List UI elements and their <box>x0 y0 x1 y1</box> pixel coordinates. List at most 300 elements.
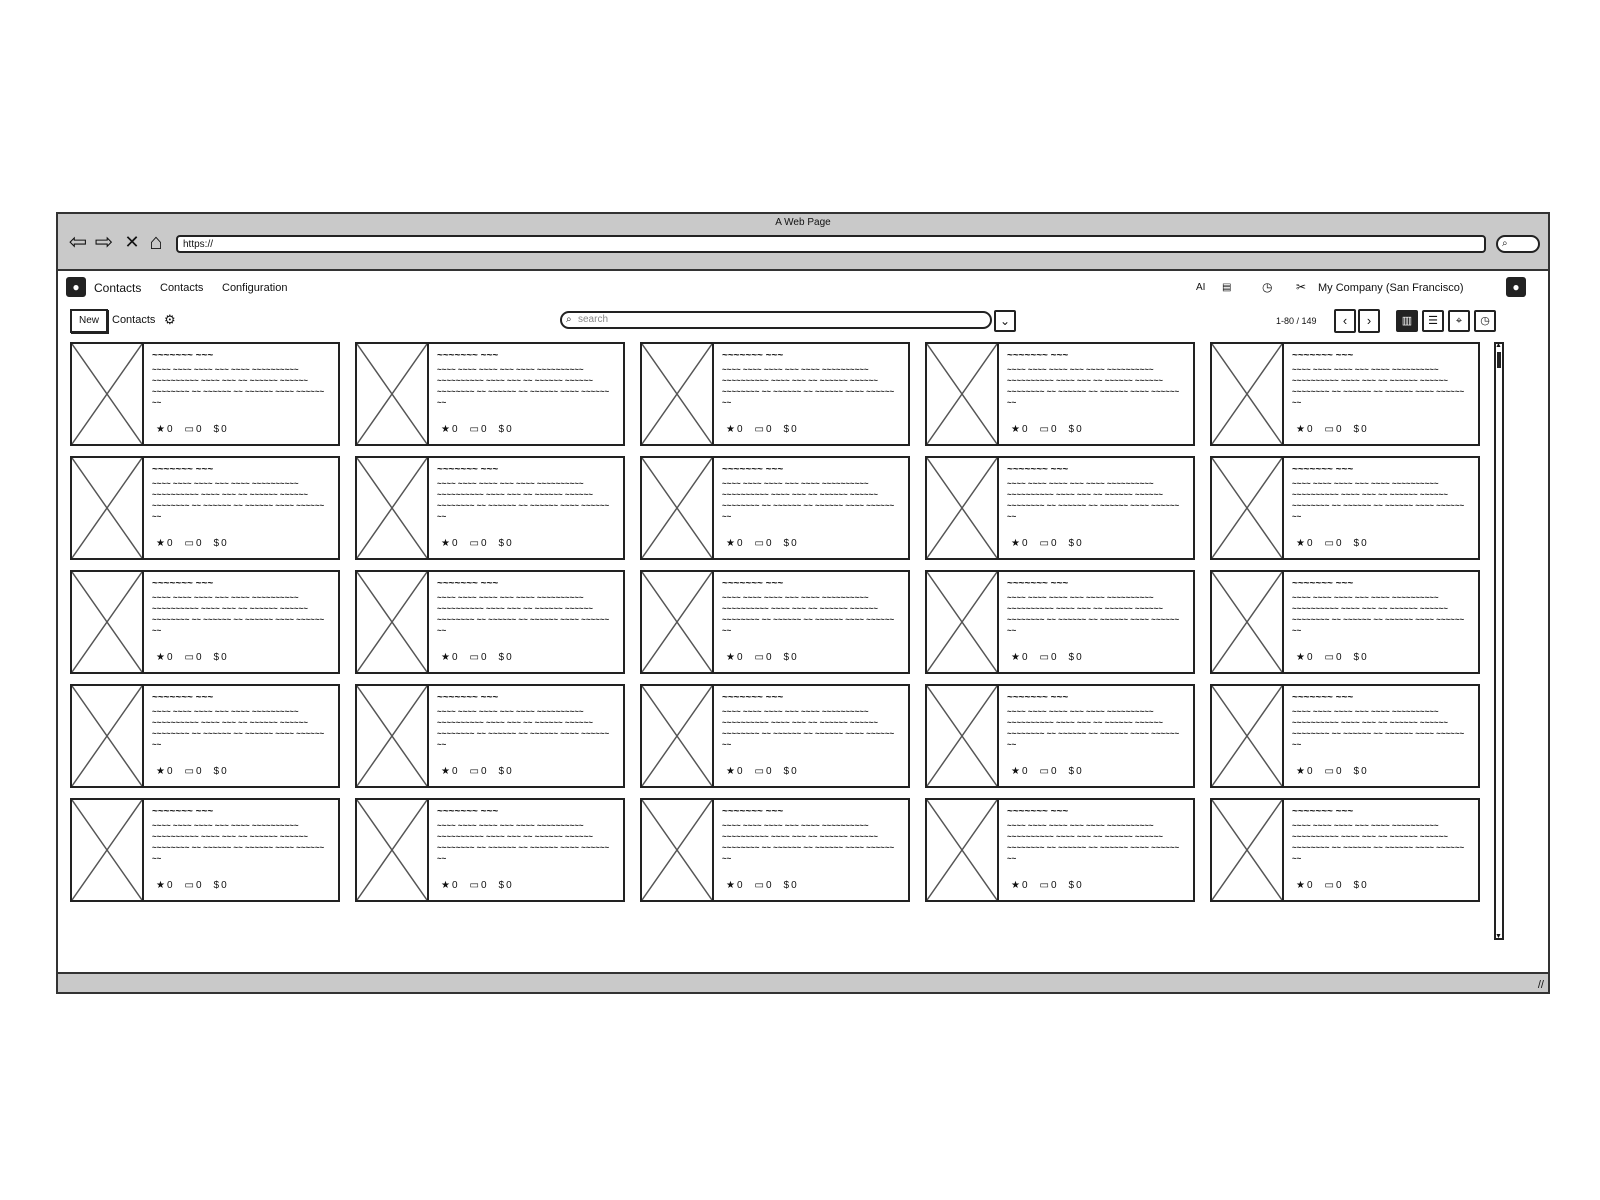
amount-stat[interactable] <box>1354 880 1367 891</box>
amount-stat[interactable] <box>784 652 797 663</box>
invoice-stat[interactable] <box>1040 538 1057 549</box>
amount-value: 0 <box>791 880 797 891</box>
contact-card[interactable] <box>70 456 340 560</box>
resize-grip-icon[interactable]: // <box>1537 979 1544 991</box>
amount-stat[interactable] <box>214 538 227 549</box>
card-icon: ▭ <box>184 766 194 777</box>
star-icon: ★ <box>156 424 165 435</box>
star-icon: ★ <box>441 652 450 663</box>
ai-button[interactable]: AI <box>1196 282 1206 293</box>
star-icon: ★ <box>441 424 450 435</box>
star-icon: ★ <box>1296 538 1305 549</box>
rating-stat[interactable] <box>441 538 458 549</box>
rating-stat[interactable] <box>1011 652 1028 663</box>
rating-stat[interactable] <box>1011 538 1028 549</box>
card-description: ~~~~ ~~~~ ~~~~ ~~~ ~~~~ ~~~~~~~~~~ ~~~~~~~~~~ ~~~~ ~~~ ~~ ~~~~~~ ~~~~~~ ~~~~~~~~ ~~ ~~~~~~ ~~ ~~~~~~ ~~~~ ~~~~~~ ~~ <box>1007 707 1180 749</box>
avatar-placeholder <box>642 686 714 786</box>
amount-value: 0 <box>221 424 227 435</box>
browser-titlebar <box>58 214 1548 271</box>
avatar-placeholder <box>357 800 429 900</box>
amount-value: 0 <box>791 538 797 549</box>
rating-value: 0 <box>1306 880 1313 891</box>
invoice-stat[interactable] <box>185 652 202 663</box>
amount-value: 0 <box>221 766 227 777</box>
card-title: ~~~~~~~ ~~~ <box>437 692 499 703</box>
star-icon: ★ <box>1011 880 1020 891</box>
invoice-value: 0 <box>480 538 487 549</box>
amount-stat[interactable] <box>214 652 227 663</box>
avatar-placeholder <box>1212 572 1284 672</box>
card-stats <box>1011 424 1082 435</box>
rating-stat[interactable] <box>726 652 743 663</box>
invoice-value: 0 <box>1050 880 1057 891</box>
card-description: ~~~~ ~~~~ ~~~~ ~~~ ~~~~ ~~~~~~~~~~ ~~~~~~~~~~ ~~~~ ~~~ ~~ ~~~~~~ ~~~~~~ ~~~~~~~~ ~~ ~~~~~~ ~~ ~~~~~~ ~~~~ ~~~~~~ ~~ <box>1292 479 1465 521</box>
card-stats <box>156 424 227 435</box>
contact-card[interactable] <box>925 684 1195 788</box>
invoice-value: 0 <box>480 880 487 891</box>
dollar-icon: $ <box>213 766 220 777</box>
card-title: ~~~~~~~ ~~~ <box>437 578 499 589</box>
star-icon: ★ <box>726 652 735 663</box>
star-icon: ★ <box>1296 424 1305 435</box>
contact-card[interactable] <box>925 798 1195 902</box>
rating-value: 0 <box>166 424 173 435</box>
card-description: ~~~~ ~~~~ ~~~~ ~~~ ~~~~ ~~~~~~~~~~ ~~~~~~~~~~ ~~~~ ~~~ ~~ ~~~~~~ ~~~~~~ ~~~~~~~~ ~~ ~~~~~~ ~~ ~~~~~~ ~~~~ ~~~~~~ ~~ <box>152 593 325 635</box>
rating-stat[interactable] <box>1296 766 1313 777</box>
rating-stat[interactable] <box>1011 880 1028 891</box>
star-icon: ★ <box>441 880 450 891</box>
amount-stat[interactable] <box>1069 880 1082 891</box>
card-description: ~~~~ ~~~~ ~~~~ ~~~ ~~~~ ~~~~~~~~~~ ~~~~~~~~~~ ~~~~ ~~~ ~~ ~~~~~~ ~~~~~~ ~~~~~~~~ ~~ ~~~~~~ ~~ ~~~~~~ ~~~~ ~~~~~~ ~~ <box>437 821 610 863</box>
card-icon: ▭ <box>754 766 764 777</box>
card-icon: ▭ <box>1324 652 1334 663</box>
rating-value: 0 <box>1306 538 1313 549</box>
card-stats <box>156 538 227 549</box>
card-stats <box>726 424 797 435</box>
rating-value: 0 <box>166 652 173 663</box>
invoice-stat[interactable] <box>1325 766 1342 777</box>
invoice-stat[interactable] <box>755 424 772 435</box>
star-icon: ★ <box>156 652 165 663</box>
amount-stat[interactable] <box>499 766 512 777</box>
invoice-stat[interactable] <box>1325 424 1342 435</box>
contact-card[interactable] <box>355 456 625 560</box>
gear-icon[interactable]: ⚙ <box>164 312 176 327</box>
invoice-stat[interactable] <box>755 880 772 891</box>
card-stats <box>1011 538 1082 549</box>
star-icon: ★ <box>1296 880 1305 891</box>
invoice-value: 0 <box>765 424 772 435</box>
kanban-grid <box>70 342 1490 904</box>
invoice-value: 0 <box>195 652 202 663</box>
invoice-value: 0 <box>765 880 772 891</box>
card-stats <box>726 766 797 777</box>
card-title: ~~~~~~~ ~~~ <box>1007 350 1069 361</box>
back-icon[interactable]: ⇦ <box>68 229 88 254</box>
amount-stat[interactable] <box>214 880 227 891</box>
company-switcher[interactable]: My Company (San Francisco) <box>1318 282 1464 294</box>
dollar-icon: $ <box>498 424 505 435</box>
rating-stat[interactable] <box>726 424 743 435</box>
browser-statusbar <box>58 972 1548 992</box>
contact-card[interactable] <box>1210 798 1480 902</box>
invoice-value: 0 <box>195 766 202 777</box>
rating-value: 0 <box>1021 538 1028 549</box>
view-list-button[interactable]: ☰ <box>1422 310 1444 332</box>
avatar-placeholder <box>1212 344 1284 444</box>
invoice-value: 0 <box>480 652 487 663</box>
search-input[interactable] <box>560 311 992 329</box>
dollar-icon: $ <box>1068 538 1075 549</box>
card-title: ~~~~~~~ ~~~ <box>152 692 214 703</box>
dollar-icon: $ <box>213 538 220 549</box>
rating-stat[interactable] <box>156 880 173 891</box>
amount-stat[interactable] <box>1354 652 1367 663</box>
card-title: ~~~~~~~ ~~~ <box>437 350 499 361</box>
avatar-placeholder <box>1212 458 1284 558</box>
card-description: ~~~~ ~~~~ ~~~~ ~~~ ~~~~ ~~~~~~~~~~ ~~~~~~~~~~ ~~~~ ~~~ ~~ ~~~~~~ ~~~~~~ ~~~~~~~~ ~~ ~~~~~~ ~~ ~~~~~~ ~~~~ ~~~~~~ ~~ <box>1292 707 1465 749</box>
amount-stat[interactable] <box>784 766 797 777</box>
rating-stat[interactable] <box>1296 880 1313 891</box>
user-avatar[interactable]: ● <box>1506 277 1526 297</box>
amount-value: 0 <box>1361 880 1367 891</box>
rating-value: 0 <box>736 766 743 777</box>
amount-stat[interactable] <box>499 652 512 663</box>
star-icon: ★ <box>726 538 735 549</box>
rating-stat[interactable] <box>1011 766 1028 777</box>
home-icon[interactable]: ⌂ <box>149 229 163 254</box>
avatar-placeholder <box>357 344 429 444</box>
chevron-down-icon[interactable]: ⌄ <box>994 310 1016 332</box>
rating-value: 0 <box>736 880 743 891</box>
contact-card[interactable] <box>925 456 1195 560</box>
card-title: ~~~~~~~ ~~~ <box>1007 806 1069 817</box>
amount-value: 0 <box>1361 424 1367 435</box>
scrollbar[interactable] <box>1494 342 1504 940</box>
star-icon: ★ <box>726 880 735 891</box>
amount-stat[interactable] <box>499 880 512 891</box>
stop-icon[interactable]: ✕ <box>124 232 140 252</box>
contact-card[interactable] <box>640 342 910 446</box>
invoice-value: 0 <box>1335 766 1342 777</box>
invoice-stat[interactable] <box>185 424 202 435</box>
amount-stat[interactable] <box>1069 652 1082 663</box>
view-kanban-button[interactable]: ▥ <box>1396 310 1418 332</box>
invoice-stat[interactable] <box>1325 880 1342 891</box>
rating-value: 0 <box>451 538 458 549</box>
invoice-stat[interactable] <box>470 538 487 549</box>
avatar-placeholder <box>72 458 144 558</box>
app-logo-icon[interactable]: ● <box>66 277 86 297</box>
amount-value: 0 <box>791 766 797 777</box>
invoice-stat[interactable] <box>185 880 202 891</box>
card-icon: ▭ <box>469 880 479 891</box>
rating-stat[interactable] <box>441 424 458 435</box>
avatar-placeholder <box>642 572 714 672</box>
star-icon: ★ <box>1011 652 1020 663</box>
card-description: ~~~~ ~~~~ ~~~~ ~~~ ~~~~ ~~~~~~~~~~ ~~~~~~~~~~ ~~~~ ~~~ ~~ ~~~~~~ ~~~~~~ ~~~~~~~~ ~~ ~~~~~~ ~~ ~~~~~~ ~~~~ ~~~~~~ ~~ <box>437 365 610 407</box>
avatar-placeholder <box>1212 686 1284 786</box>
amount-stat[interactable] <box>1354 424 1367 435</box>
amount-stat[interactable] <box>499 424 512 435</box>
dollar-icon: $ <box>783 766 790 777</box>
avatar-placeholder <box>642 344 714 444</box>
pager-value[interactable]: 1-80 / 149 <box>1276 316 1317 326</box>
rating-value: 0 <box>1021 766 1028 777</box>
invoice-value: 0 <box>765 538 772 549</box>
dollar-icon: $ <box>1068 424 1075 435</box>
card-stats <box>726 652 797 663</box>
view-activity-button[interactable]: ◷ <box>1474 310 1496 332</box>
app-name[interactable]: Contacts <box>94 281 142 295</box>
amount-value: 0 <box>506 880 512 891</box>
contact-card[interactable] <box>355 684 625 788</box>
invoice-stat[interactable] <box>755 538 772 549</box>
invoice-stat[interactable] <box>470 424 487 435</box>
card-description: ~~~~ ~~~~ ~~~~ ~~~ ~~~~ ~~~~~~~~~~ ~~~~~~~~~~ ~~~~ ~~~ ~~ ~~~~~~ ~~~~~~ ~~~~~~~~ ~~ ~~~~~~ ~~ ~~~~~~ ~~~~ ~~~~~~ ~~ <box>1007 821 1180 863</box>
avatar-placeholder <box>357 572 429 672</box>
contact-card[interactable] <box>1210 570 1480 674</box>
card-description: ~~~~ ~~~~ ~~~~ ~~~ ~~~~ ~~~~~~~~~~ ~~~~~~~~~~ ~~~~ ~~~ ~~ ~~~~~~ ~~~~~~ ~~~~~~~~ ~~ ~~~~~~ ~~ ~~~~~~ ~~~~ ~~~~~~ ~~ <box>1292 593 1465 635</box>
app-topbar <box>58 271 1548 305</box>
contact-card[interactable] <box>1210 684 1480 788</box>
card-icon: ▭ <box>754 424 764 435</box>
dollar-icon: $ <box>783 424 790 435</box>
contact-card[interactable] <box>355 570 625 674</box>
invoice-stat[interactable] <box>470 652 487 663</box>
card-title: ~~~~~~~ ~~~ <box>1007 578 1069 589</box>
url-input[interactable]: https:// <box>176 235 1486 253</box>
rating-stat[interactable] <box>726 880 743 891</box>
rating-value: 0 <box>736 538 743 549</box>
card-title: ~~~~~~~ ~~~ <box>1007 692 1069 703</box>
amount-stat[interactable] <box>1069 766 1082 777</box>
contact-card[interactable] <box>640 570 910 674</box>
activity-icon[interactable]: ◷ <box>1262 280 1273 294</box>
star-icon: ★ <box>156 538 165 549</box>
tools-icon[interactable]: ✂ <box>1296 280 1307 294</box>
star-icon: ★ <box>726 766 735 777</box>
rating-value: 0 <box>451 880 458 891</box>
rating-stat[interactable] <box>1011 424 1028 435</box>
star-icon: ★ <box>1011 538 1020 549</box>
dollar-icon: $ <box>213 652 220 663</box>
avatar-placeholder <box>927 344 999 444</box>
star-icon: ★ <box>441 766 450 777</box>
invoice-value: 0 <box>765 652 772 663</box>
rating-value: 0 <box>1306 766 1313 777</box>
card-description: ~~~~ ~~~~ ~~~~ ~~~ ~~~~ ~~~~~~~~~~ ~~~~~~~~~~ ~~~~ ~~~ ~~ ~~~~~~ ~~~~~~ ~~~~~~~~ ~~ ~~~~~~ ~~ ~~~~~~ ~~~~ ~~~~~~ ~~ <box>152 479 325 521</box>
amount-value: 0 <box>1076 652 1082 663</box>
card-description: ~~~~ ~~~~ ~~~~ ~~~ ~~~~ ~~~~~~~~~~ ~~~~~~~~~~ ~~~~ ~~~ ~~ ~~~~~~ ~~~~~~ ~~~~~~~~ ~~ ~~~~~~ ~~ ~~~~~~ ~~~~ ~~~~~~ ~~ <box>437 479 610 521</box>
contact-card[interactable] <box>640 456 910 560</box>
amount-value: 0 <box>221 880 227 891</box>
invoice-stat[interactable] <box>755 766 772 777</box>
forward-icon[interactable]: ⇨ <box>94 229 114 254</box>
card-icon: ▭ <box>1039 880 1049 891</box>
rating-value: 0 <box>1021 652 1028 663</box>
pager-next-button[interactable]: › <box>1358 309 1380 333</box>
contact-card[interactable] <box>640 684 910 788</box>
contact-card[interactable] <box>355 798 625 902</box>
card-stats <box>1296 538 1367 549</box>
menu-item-configuration[interactable]: Configuration <box>222 282 288 294</box>
rating-stat[interactable] <box>156 538 173 549</box>
avatar-placeholder <box>1212 800 1284 900</box>
star-icon: ★ <box>441 538 450 549</box>
card-description: ~~~~ ~~~~ ~~~~ ~~~ ~~~~ ~~~~~~~~~~ ~~~~~~~~~~ ~~~~ ~~~ ~~ ~~~~~~ ~~~~~~ ~~~~~~~~ ~~ ~~~~~~ ~~ ~~~~~~ ~~~~ ~~~~~~ ~~ <box>152 365 325 407</box>
card-title: ~~~~~~~ ~~~ <box>1292 464 1354 475</box>
rating-stat[interactable] <box>156 652 173 663</box>
amount-value: 0 <box>506 424 512 435</box>
card-icon: ▭ <box>184 538 194 549</box>
invoice-stat[interactable] <box>470 766 487 777</box>
invoice-stat[interactable] <box>470 880 487 891</box>
rating-value: 0 <box>166 766 173 777</box>
scroll-down-icon[interactable]: ▼ <box>1495 933 1502 940</box>
card-stats <box>726 538 797 549</box>
card-description: ~~~~ ~~~~ ~~~~ ~~~ ~~~~ ~~~~~~~~~~ ~~~~~~~~~~ ~~~~ ~~~ ~~ ~~~~~~ ~~~~~~ ~~~~~~~~ ~~ ~~~~~~ ~~ ~~~~~~ ~~~~ ~~~~~~ ~~ <box>1007 593 1180 635</box>
invoice-value: 0 <box>1050 766 1057 777</box>
card-description: ~~~~ ~~~~ ~~~~ ~~~ ~~~~ ~~~~~~~~~~ ~~~~~~~~~~ ~~~~ ~~~ ~~ ~~~~~~ ~~~~~~ ~~~~~~~~ ~~ ~~~~~~ ~~ ~~~~~~ ~~~~ ~~~~~~ ~~ <box>152 707 325 749</box>
contact-card[interactable] <box>70 798 340 902</box>
invoice-stat[interactable] <box>1040 652 1057 663</box>
amount-stat[interactable] <box>784 538 797 549</box>
card-description: ~~~~ ~~~~ ~~~~ ~~~ ~~~~ ~~~~~~~~~~ ~~~~~~~~~~ ~~~~ ~~~ ~~ ~~~~~~ ~~~~~~ ~~~~~~~~ ~~ ~~~~~~ ~~ ~~~~~~ ~~~~ ~~~~~~ ~~ <box>437 707 610 749</box>
card-title: ~~~~~~~ ~~~ <box>152 578 214 589</box>
view-map-button[interactable]: ⌖ <box>1448 310 1470 332</box>
dollar-icon: $ <box>213 880 220 891</box>
amount-value: 0 <box>221 538 227 549</box>
rating-stat[interactable] <box>1296 652 1313 663</box>
card-stats <box>1296 880 1367 891</box>
invoice-value: 0 <box>1050 652 1057 663</box>
scroll-up-icon[interactable]: ▲ <box>1495 342 1502 349</box>
star-icon: ★ <box>1011 766 1020 777</box>
contact-card[interactable] <box>1210 456 1480 560</box>
contact-card[interactable] <box>70 570 340 674</box>
search-icon: ⌕ <box>566 314 572 325</box>
rating-stat[interactable] <box>1296 424 1313 435</box>
card-icon: ▭ <box>1039 652 1049 663</box>
card-title: ~~~~~~~ ~~~ <box>722 806 784 817</box>
rating-value: 0 <box>736 424 743 435</box>
card-icon: ▭ <box>1039 766 1049 777</box>
dollar-icon: $ <box>498 766 505 777</box>
rating-stat[interactable] <box>156 766 173 777</box>
star-icon: ★ <box>726 424 735 435</box>
dollar-icon: $ <box>1353 652 1360 663</box>
invoice-stat[interactable] <box>1040 880 1057 891</box>
invoice-stat[interactable] <box>1040 766 1057 777</box>
amount-stat[interactable] <box>1069 424 1082 435</box>
contact-card[interactable] <box>1210 342 1480 446</box>
card-title: ~~~~~~~ ~~~ <box>1292 578 1354 589</box>
card-icon: ▭ <box>754 880 764 891</box>
card-icon: ▭ <box>184 880 194 891</box>
card-description: ~~~~ ~~~~ ~~~~ ~~~ ~~~~ ~~~~~~~~~~ ~~~~~~~~~~ ~~~~ ~~~ ~~ ~~~~~~ ~~~~~~ ~~~~~~~~ ~~ ~~~~~~ ~~ ~~~~~~ ~~~~ ~~~~~~ ~~ <box>722 821 895 863</box>
rating-stat[interactable] <box>1296 538 1313 549</box>
card-stats <box>441 652 512 663</box>
card-title: ~~~~~~~ ~~~ <box>437 806 499 817</box>
card-description: ~~~~ ~~~~ ~~~~ ~~~ ~~~~ ~~~~~~~~~~ ~~~~~~~~~~ ~~~~ ~~~ ~~ ~~~~~~ ~~~~~~ ~~~~~~~~ ~~ ~~~~~~ ~~ ~~~~~~ ~~~~ ~~~~~~ ~~ <box>1007 479 1180 521</box>
amount-stat[interactable] <box>214 766 227 777</box>
amount-stat[interactable] <box>499 538 512 549</box>
invoice-stat[interactable] <box>185 538 202 549</box>
card-stats <box>1011 652 1082 663</box>
amount-value: 0 <box>1076 538 1082 549</box>
amount-stat[interactable] <box>214 424 227 435</box>
rating-stat[interactable] <box>441 880 458 891</box>
card-title: ~~~~~~~ ~~~ <box>437 464 499 475</box>
contact-card[interactable] <box>355 342 625 446</box>
card-title: ~~~~~~~ ~~~ <box>152 464 214 475</box>
browser-search-input[interactable] <box>1496 235 1540 253</box>
avatar-placeholder <box>72 344 144 444</box>
rating-stat[interactable] <box>726 766 743 777</box>
pager-prev-button[interactable]: ‹ <box>1334 309 1356 333</box>
rating-stat[interactable] <box>156 424 173 435</box>
card-title: ~~~~~~~ ~~~ <box>152 350 214 361</box>
dollar-icon: $ <box>783 880 790 891</box>
rating-stat[interactable] <box>726 538 743 549</box>
contact-card[interactable] <box>70 342 340 446</box>
rating-stat[interactable] <box>441 766 458 777</box>
contact-card[interactable] <box>925 570 1195 674</box>
card-description: ~~~~ ~~~~ ~~~~ ~~~ ~~~~ ~~~~~~~~~~ ~~~~~~~~~~ ~~~~ ~~~ ~~ ~~~~~~ ~~~~~~ ~~~~~~~~ ~~ ~~~~~~ ~~ ~~~~~~ ~~~~ ~~~~~~ ~~ <box>722 365 895 407</box>
invoice-stat[interactable] <box>755 652 772 663</box>
invoice-stat[interactable] <box>1040 424 1057 435</box>
card-icon: ▭ <box>469 652 479 663</box>
amount-stat[interactable] <box>1354 538 1367 549</box>
window-title: A Web Page <box>775 217 831 228</box>
amount-stat[interactable] <box>784 880 797 891</box>
amount-stat[interactable] <box>784 424 797 435</box>
card-stats <box>1296 652 1367 663</box>
amount-stat[interactable] <box>1069 538 1082 549</box>
invoice-value: 0 <box>480 424 487 435</box>
amount-value: 0 <box>791 652 797 663</box>
card-icon: ▭ <box>469 424 479 435</box>
card-icon: ▭ <box>184 424 194 435</box>
amount-value: 0 <box>791 424 797 435</box>
scroll-thumb[interactable] <box>1497 352 1501 368</box>
avatar-placeholder <box>927 800 999 900</box>
invoice-stat[interactable] <box>1325 538 1342 549</box>
card-stats <box>156 880 227 891</box>
amount-stat[interactable] <box>1354 766 1367 777</box>
invoice-stat[interactable] <box>1325 652 1342 663</box>
invoice-value: 0 <box>480 766 487 777</box>
contact-card[interactable] <box>70 684 340 788</box>
card-description: ~~~~ ~~~~ ~~~~ ~~~ ~~~~ ~~~~~~~~~~ ~~~~~~~~~~ ~~~~ ~~~ ~~ ~~~~~~ ~~~~~~ ~~~~~~~~ ~~ ~~~~~~ ~~ ~~~~~~ ~~~~ ~~~~~~ ~~ <box>152 821 325 863</box>
invoice-value: 0 <box>195 424 202 435</box>
avatar-placeholder <box>357 686 429 786</box>
invoice-stat[interactable] <box>185 766 202 777</box>
chat-icon[interactable]: ▤ <box>1222 282 1232 293</box>
amount-value: 0 <box>1361 538 1367 549</box>
card-title: ~~~~~~~ ~~~ <box>722 350 784 361</box>
contact-card[interactable] <box>925 342 1195 446</box>
contact-card[interactable] <box>640 798 910 902</box>
rating-stat[interactable] <box>441 652 458 663</box>
new-button[interactable]: New <box>70 309 108 333</box>
star-icon: ★ <box>1296 652 1305 663</box>
dollar-icon: $ <box>498 652 505 663</box>
menu-item-contacts[interactable]: Contacts <box>160 282 204 294</box>
card-icon: ▭ <box>469 766 479 777</box>
invoice-value: 0 <box>1335 652 1342 663</box>
